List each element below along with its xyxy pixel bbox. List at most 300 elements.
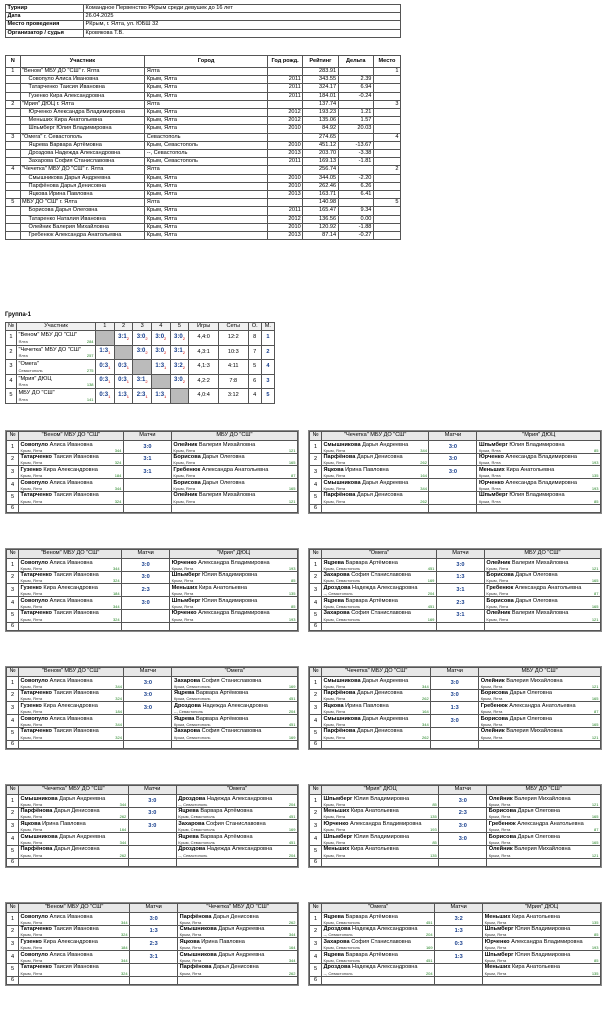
player-b-surname: Дроздова [178, 795, 206, 802]
match-row [310, 677, 601, 690]
cell-place [373, 174, 400, 182]
score-cell [152, 345, 171, 360]
player-a-sub [21, 959, 128, 963]
match-row [7, 441, 298, 454]
match-number: 2 [310, 807, 322, 820]
player-a-rating: 164 [422, 709, 429, 715]
match-number: 3 [7, 702, 19, 715]
match-panel [5, 784, 299, 868]
player-a [19, 677, 124, 690]
player-b-city: Крым, Севастополь [178, 839, 215, 845]
score-cell [114, 389, 133, 404]
group-row-number: 3 [6, 360, 17, 375]
player-b-given: Надежда Александровна [202, 702, 268, 709]
player-b [484, 609, 600, 622]
match-row-empty [7, 740, 298, 749]
team-city: Севастополь [18, 367, 43, 373]
empty-cell [130, 976, 178, 985]
player-b-sub [173, 474, 295, 478]
player-b-given: Александра Владимировна [505, 479, 577, 486]
player-a-given: Дарья Денисовна [53, 808, 100, 815]
match-number: 5 [7, 845, 19, 858]
player-a-rating: 344 [112, 603, 120, 609]
player-row [6, 84, 401, 92]
column-header: Город [145, 56, 268, 68]
match-row [310, 466, 601, 479]
cell-place: 3 [261, 374, 274, 389]
player-a [322, 441, 429, 454]
match-number: 6 [310, 504, 322, 513]
cell-name: "Веном" МБУ ДО "СШ" г. Ялта [20, 68, 145, 76]
match-number: 4 [310, 833, 322, 846]
player-row [6, 207, 401, 215]
match-table [309, 667, 601, 749]
match-number: 1 [7, 913, 19, 926]
cell-sets: 10:3 [218, 345, 248, 360]
cell-delta: 6.41 [338, 191, 373, 199]
player-b-rating: 121 [591, 801, 599, 807]
match-row [310, 491, 601, 504]
score-value: 0:3 [99, 362, 109, 369]
cell-n [6, 223, 21, 231]
player-a-surname: Татарченко [20, 690, 52, 697]
cell-name: Дроздова Надежда Александровна [20, 150, 145, 158]
team-a-name: "Чечетка" МБУ ДО "СШ" [322, 668, 431, 677]
match-no-header: № [310, 904, 322, 913]
player-b-rating: 85 [594, 932, 599, 938]
player-b-given: Надежда Александровна [206, 846, 273, 853]
team-sub [18, 354, 93, 358]
player-a-given: Юлия Владимировна [353, 795, 410, 802]
player-b-surname: Юрченко [171, 610, 197, 617]
player-b-sub [174, 685, 296, 689]
player-a [19, 845, 129, 858]
empty-cell [322, 858, 439, 867]
cell-name: Парфёнова Дарья Денисовна [20, 182, 145, 190]
player-b [178, 938, 298, 951]
match-row [7, 913, 298, 926]
group-header: 3 [133, 323, 152, 331]
player-b-sub [486, 618, 598, 622]
matches-label: Матчи [431, 668, 479, 677]
player-a-given: Алиса Ивановна [49, 479, 93, 486]
player-b-rating: 87 [594, 827, 599, 833]
player-b-rating: 169 [288, 683, 296, 689]
player-a-rating: 344 [420, 485, 427, 491]
player-b-surname: Олейник [486, 559, 511, 566]
player-b-city: Крым, Ялта [488, 801, 511, 807]
cell-year: 2010 [267, 125, 302, 133]
cell-place: 1 [261, 331, 274, 346]
player-b-sub [172, 579, 296, 583]
player-b-rating: 193 [288, 616, 296, 622]
player-b-given: Варвара Артёмовна [200, 833, 253, 840]
player-a-rating: 135 [430, 814, 437, 820]
player-b-sub [173, 449, 295, 453]
matches-label: Матчи [435, 904, 483, 913]
score-value: 0:3 [118, 377, 127, 384]
player-a-rating: 164 [420, 473, 427, 479]
match-score: 2:3 [130, 938, 178, 951]
player-b [484, 571, 600, 584]
score-value: 3:1 [174, 348, 183, 355]
match-row [310, 571, 601, 584]
player-b-given: Александра Владимировна [198, 559, 270, 566]
player-row [6, 150, 401, 158]
match-number: 1 [310, 913, 322, 926]
player-b-given: Ирина Павловна [201, 938, 245, 945]
player-a-surname: Парфёнова [20, 846, 53, 853]
match-score: 2:3 [122, 584, 170, 597]
match-score: 3:0 [122, 559, 170, 572]
info-label: Дата [6, 13, 84, 21]
player-a [322, 913, 435, 926]
match-number: 5 [7, 727, 19, 740]
cell-name: Татарченко Таисия Ивановна [20, 84, 145, 92]
player-a [19, 925, 130, 938]
player-b-sub [173, 487, 295, 491]
cell-city: Крым, Севастополь [145, 158, 268, 166]
player-b-given: Дарья Олеговна [515, 597, 558, 604]
empty-cell [124, 740, 172, 749]
match-number: 6 [7, 504, 19, 513]
group-row [6, 345, 275, 360]
player-b [479, 689, 601, 702]
match-table [309, 431, 601, 513]
cell-place [373, 109, 400, 117]
player-b-city: Крым, Ялта [480, 721, 503, 727]
player-a-rating: 204 [425, 932, 433, 938]
matches-label: Матчи [124, 668, 172, 677]
match-row [7, 925, 298, 938]
player-b-rating: 135 [591, 473, 599, 479]
player-b-city: Крым, Ялта [480, 709, 503, 715]
player-b-sub [174, 736, 296, 740]
match-number: 1 [7, 441, 19, 454]
team-b-name: "Мрия" ДЮЦ [483, 904, 601, 913]
match-table [309, 903, 601, 985]
player-a-sub [324, 461, 427, 465]
player-b-city: Крым, Севастополь [173, 696, 211, 702]
player-a-city: Крым, Ялта [20, 827, 43, 833]
player-a [322, 466, 429, 479]
match-score: 1:3 [435, 951, 483, 964]
player-b [176, 795, 297, 808]
empty-cell [477, 504, 601, 513]
cell-rating: 274.65 [303, 133, 338, 141]
match-number: 1 [7, 795, 19, 808]
player-b [178, 951, 298, 964]
match-row [310, 845, 601, 858]
cell-year: 2012 [267, 109, 302, 117]
team-row [6, 68, 401, 76]
match-number: 1 [310, 677, 322, 690]
player-a-given: Алиса Ивановна [49, 441, 93, 448]
player-a-rating: 344 [120, 919, 128, 925]
player-a-rating: 344 [112, 565, 120, 571]
match-number: 2 [7, 689, 19, 702]
player-b-given: Юлия Владимировна [202, 572, 258, 579]
cell-name: Гребенюк Александра Анатольевна [20, 232, 145, 240]
cell-year: 2013 [267, 150, 302, 158]
cell-rating: 451.12 [303, 141, 338, 149]
player-b-sub [489, 803, 599, 807]
score-points: 2 [182, 335, 185, 341]
player-a-surname: Шпьмберг [323, 833, 353, 840]
player-a-city: Крым, Ялта [323, 852, 346, 858]
match-row-empty [310, 740, 601, 749]
player-b-city: --, Севастополь [178, 852, 208, 858]
team-name: "Омега" [18, 361, 39, 368]
player-a [322, 820, 439, 833]
player-b-rating: 451 [288, 839, 296, 845]
player-a-city: Крым, Ялта [20, 616, 43, 622]
match-number: 3 [310, 466, 322, 479]
team-b-name: "Мрия" ДЮЦ [170, 550, 298, 559]
player-a-given: Александра Владимировна [350, 820, 422, 827]
player-a-sub [21, 487, 122, 491]
cell-n [6, 141, 21, 149]
match-score: 3:1 [123, 453, 171, 466]
player-a-rating: 85 [432, 801, 437, 807]
player-a-given: Дарья Андреевна [362, 479, 409, 486]
match-panel [308, 430, 602, 514]
player-b-given: София Станиславовна [206, 820, 266, 827]
player-a-city: Крым, Севастополь [323, 578, 361, 584]
player-b-surname: Борисова [480, 690, 509, 697]
player-a-city: Крым, Ялта [20, 970, 43, 976]
player-a-rating: 344 [114, 447, 122, 453]
player-a-rating: 344 [420, 447, 427, 453]
player-a [322, 689, 431, 702]
empty-cell [429, 504, 477, 513]
empty-cell [435, 976, 483, 985]
player-b-rating: 85 [291, 578, 296, 584]
group-header: № [6, 323, 17, 331]
team-city: Ялта [18, 338, 28, 344]
player-b-sub [174, 723, 296, 727]
match-number: 2 [7, 453, 19, 466]
match-score [429, 479, 477, 492]
score-points: 1 [164, 393, 167, 399]
score-points: 2 [182, 379, 185, 385]
team-rating: 257 [86, 353, 94, 359]
player-b-rating: 165 [591, 578, 599, 584]
cell-place: 1 [373, 68, 400, 76]
player-a-rating: 344 [114, 485, 122, 491]
cell-rating: 169.13 [303, 158, 338, 166]
player-a-city: Крым, Ялта [20, 603, 43, 609]
cell-year: 2010 [267, 174, 302, 182]
info-label: Организатор / судья [6, 29, 84, 37]
match-number: 2 [310, 689, 322, 702]
cell-name: Олейник Валерия Михайловна [20, 223, 145, 231]
cell-place [373, 191, 400, 199]
diagonal-cell [114, 345, 133, 360]
player-a-surname: Гузенко [20, 584, 42, 591]
group-team [16, 360, 95, 375]
player-a-sub [324, 474, 427, 478]
group-team [16, 331, 95, 346]
player-b-city: Крым, Ялта [484, 970, 507, 976]
match-row [7, 584, 298, 597]
empty-cell [172, 740, 298, 749]
player-a-rating: 344 [422, 683, 429, 689]
player-b-sub [479, 500, 599, 504]
score-points: 1 [145, 393, 148, 399]
cell-rating: 343.55 [303, 76, 338, 84]
column-header: Рейтинг [303, 56, 338, 68]
matches-label: Матчи [436, 550, 484, 559]
player-a-city: Крым, Ялта [323, 721, 346, 727]
match-score: 3:0 [439, 820, 487, 833]
cell-n: 3 [6, 133, 21, 141]
player-a-rating: 262 [422, 734, 429, 740]
player-b-sub [489, 841, 599, 845]
player-a-rating: 344 [120, 957, 128, 963]
cell-delta [338, 166, 373, 174]
cell-rating: 203.70 [303, 150, 338, 158]
player-a [19, 584, 122, 597]
diagonal-cell [170, 389, 189, 404]
match-row [310, 913, 601, 926]
player-b-given: Варвара Артёмовна [195, 690, 249, 697]
score-points: 1 [108, 364, 111, 370]
player-row [6, 141, 401, 149]
player-b-sub [172, 567, 296, 571]
score-points: 2 [164, 335, 167, 341]
player-b-city: Крым, Ялта [478, 460, 501, 466]
player-a-given: Кира Александровна [43, 466, 98, 473]
player-b [479, 677, 601, 690]
player-b-city: Крым, Севастополь [178, 827, 215, 833]
player-a-surname: Юрченко [323, 820, 349, 827]
player-row [6, 92, 401, 100]
match-score: 3:0 [123, 441, 171, 454]
team-a-name: "Веном" МБУ ДО "СШ" [19, 432, 124, 441]
player-b-given: Дарья Андреевна [218, 926, 265, 933]
info-row [6, 21, 401, 29]
match-score [128, 845, 176, 858]
player-a-surname: Гузенко [20, 938, 42, 945]
player-a-sub [21, 500, 122, 504]
match-row [310, 727, 601, 740]
player-b-sub [479, 474, 599, 478]
match-row [310, 609, 601, 622]
match-score [124, 715, 172, 728]
match-number: 6 [310, 622, 322, 631]
match-score: 3:0 [429, 466, 477, 479]
team-rating: 138 [86, 382, 94, 388]
match-header [310, 432, 601, 441]
player-b-rating: 204 [288, 709, 296, 715]
player-b [479, 727, 601, 740]
match-row-empty [7, 858, 298, 867]
player-a-surname: Гузенко [20, 466, 42, 473]
match-number: 4 [310, 479, 322, 492]
cell-place: 5 [373, 199, 400, 207]
player-a-surname: Яцрева [323, 559, 344, 566]
cell-rating: 262.46 [303, 182, 338, 190]
player-b-rating: 262 [288, 919, 296, 925]
player-row [6, 158, 401, 166]
player-b [483, 951, 601, 964]
cell-delta: 9.34 [338, 207, 373, 215]
player-b-surname: Яцрева [173, 715, 195, 722]
player-b [178, 963, 298, 976]
player-b-city: Крым, Ялта [171, 578, 194, 584]
player-b-sub [479, 487, 599, 491]
player-b-sub [172, 592, 296, 596]
player-b-surname: Гребенюк [488, 820, 516, 827]
player-b-rating: 121 [288, 447, 296, 453]
score-points: 2 [164, 350, 167, 356]
player-a-sub [21, 449, 122, 453]
match-score: 2:3 [436, 597, 484, 610]
match-score: 3:0 [122, 571, 170, 584]
player-b-city: Крым, Ялта [478, 447, 501, 453]
player-a-sub [21, 605, 120, 609]
player-a [322, 584, 437, 597]
cell-year: 2011 [267, 158, 302, 166]
player-a-given: Варвара Артёмовна [345, 559, 398, 566]
match-row-empty [310, 622, 601, 631]
cell-games: 4,0:4 [189, 389, 219, 404]
match-no-header: № [7, 904, 19, 913]
player-b-rating: 165 [591, 814, 599, 820]
player-a [19, 727, 124, 740]
match-row [310, 938, 601, 951]
player-a-city: Крым, Ялта [20, 839, 43, 845]
player-a-sub [324, 803, 437, 807]
match-row [310, 453, 601, 466]
player-row [6, 223, 401, 231]
score-points: 2 [182, 364, 185, 370]
cell-rating: 140.98 [303, 199, 338, 207]
match-number: 6 [7, 858, 19, 867]
player-a-surname: Яцрева [323, 597, 344, 604]
cell-city: Крым, Ялта [145, 174, 268, 182]
player-a-rating: 324 [115, 734, 122, 740]
player-a-sub [324, 854, 437, 858]
player-b-surname: Гребенюк [486, 584, 514, 591]
group-row-number: 2 [6, 345, 17, 360]
player-a-city: Крым, Ялта [20, 460, 43, 466]
player-b-city: Крым, Ялта [173, 447, 196, 453]
cell-city: Крым, Ялта [145, 117, 268, 125]
cell-name: Совопуло Алиса Ивановна [20, 76, 145, 84]
team-row [6, 100, 401, 108]
cell-place [373, 150, 400, 158]
player-a-sub [324, 815, 437, 819]
player-b-sub [180, 972, 296, 976]
player-a-surname: Дроздова [323, 584, 351, 591]
match-number: 6 [310, 976, 322, 985]
match-number: 1 [310, 559, 322, 572]
group-team [16, 345, 95, 360]
player-a [322, 571, 437, 584]
player-a-surname: Яцкова [20, 820, 41, 827]
cell-n [6, 207, 21, 215]
player-a-rating: 204 [425, 970, 433, 976]
cell-sets: 7:8 [218, 374, 248, 389]
player-b-sub [485, 946, 599, 950]
team-a-name: "Омега" [322, 550, 437, 559]
player-b-sub [180, 921, 296, 925]
player-b-rating: 204 [288, 801, 296, 807]
player-a-surname: Яцкова [323, 466, 344, 473]
player-b-city: Крым, Севастополь [173, 721, 211, 727]
